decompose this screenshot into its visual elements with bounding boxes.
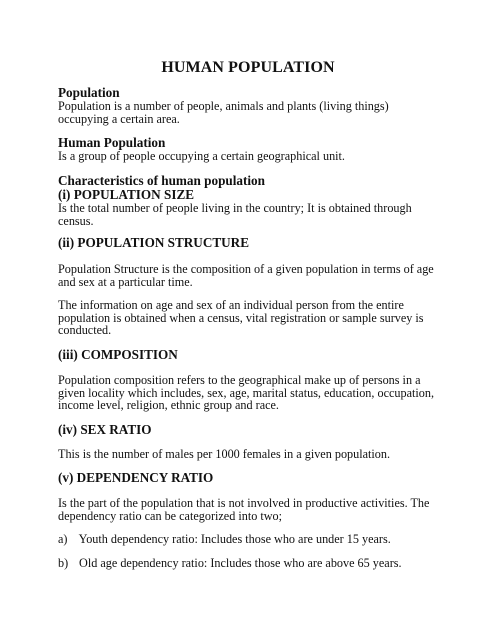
sex-ratio-paragraph-block (58, 448, 438, 461)
list-item (58, 533, 438, 546)
list-marker: a) (58, 532, 68, 546)
heading-characteristics: Characteristics of human population (58, 173, 265, 188)
composition-paragraph-block (58, 374, 438, 412)
dependency-paragraph-block (58, 497, 438, 522)
heading-population: Population (58, 85, 120, 100)
heading-population-structure: (ii) POPULATION STRUCTURE (58, 235, 249, 250)
structure-paragraph-1-block (58, 263, 438, 288)
text-structure-1: Population Structure is the composition of a given population in terms of age and sex at a particular time. (58, 262, 434, 289)
page-title: HUMAN POPULATION (161, 59, 335, 76)
section-characteristics (58, 174, 438, 227)
text-population-size: Is the total number of people living in the country; It is obtained through census. (58, 201, 412, 228)
section-structure (58, 236, 438, 250)
text-structure-2: The information on age and sex of an individual person from the entire population is obtained when a census, vital registration or sample survey is conducted. (58, 298, 424, 338)
text-human-population: Is a group of people occupying a certain geographical unit. (58, 149, 345, 163)
text-population: Population is a number of people, animals and plants (living things) occupying a certain area. (58, 99, 389, 126)
heading-population-size: (i) POPULATION SIZE (58, 187, 195, 202)
text-composition: Population composition refers to the geographical make up of persons in a given locality which includes, sex, age, marital status, education, occupation, income level, religion, ethnic group and race. (58, 373, 435, 413)
text-sex-ratio: This is the number of males per 1000 females in a given population. (58, 447, 391, 461)
heading-composition: (iii) COMPOSITION (58, 347, 178, 362)
heading-human-population: Human Population (58, 135, 166, 150)
section-population (58, 86, 438, 125)
list-item-text: Youth dependency ratio: Includes those who are under 15 years. (78, 532, 391, 546)
heading-dependency-ratio: (v) DEPENDENCY RATIO (58, 470, 214, 485)
list-item-text: Old age dependency ratio: Includes those who are above 65 years. (79, 556, 402, 570)
section-composition (58, 348, 438, 362)
list-item (58, 557, 438, 570)
section-human-population (58, 136, 438, 163)
list-marker: b) (58, 556, 69, 570)
section-dependency (58, 471, 438, 485)
section-sex-ratio (58, 423, 438, 437)
heading-sex-ratio: (iv) SEX RATIO (58, 422, 152, 437)
text-dependency: Is the part of the population that is not involved in productive activities. The dependency ratio can be categorized into two; (58, 496, 430, 523)
structure-paragraph-2-block (58, 299, 438, 337)
